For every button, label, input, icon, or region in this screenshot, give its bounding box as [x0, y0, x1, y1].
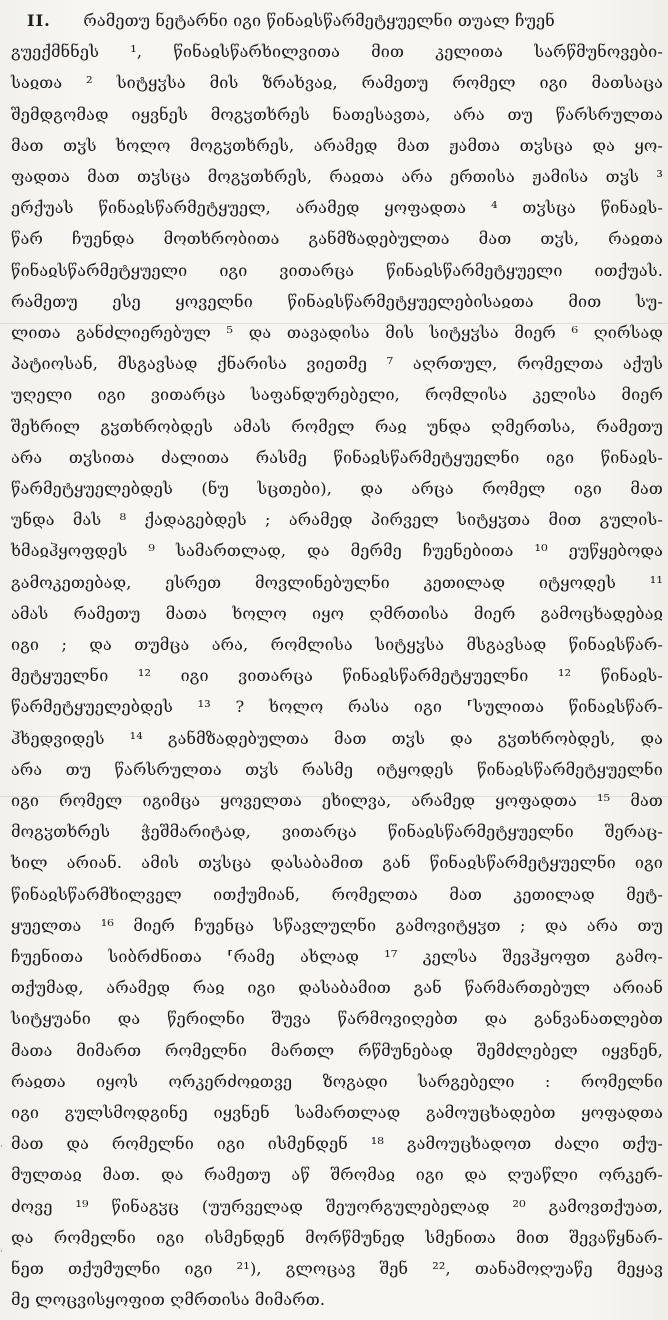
text-line: მულთაჲ მათ. და რამეთუ აწ შრომაჲ იგი და ღუაწლი ორკერ- — [11, 1165, 663, 1185]
section-number: II. — [27, 11, 51, 30]
text-line: წარმეტყუელებდეს (ნუ სცთები), და არცა რომელ იგი მათ — [11, 479, 663, 498]
text-line: წარ ჩუენდა მოთხრობითა განმზადებულთა მათ თჳს, რაჲთა — [11, 229, 663, 249]
text-line: იგი რომელ იგიმცა ყოველთა ეხილვა, არამედ ყოფადთა ¹⁵ მათ — [11, 791, 663, 810]
text-line: მეტყუელნი ¹² იგი ვითარცა წინაჲსწარმეტყუელნი ¹² წინაჲს- — [11, 666, 663, 686]
text-line: ერქუას წინაჲსწარმეტყუელ, არამედ ყოფადთა ⁴ თჳსცა წინაჲს- — [11, 198, 663, 218]
text-line: და რომელნი იგი ისმენდენ მორწმუნედ სმენითა მით შევაწყნარ- — [11, 1227, 663, 1247]
text-line: ამას რამეთუ მათა ხოლო იყო ღმრთისა მიერ გამოცხადებაჲ — [11, 603, 663, 623]
margin-mark: · — [0, 1247, 3, 1257]
text-line: მოგჳთხრეს ჭეშმარიტად, ვითარცა წინაჲსწარმეტყუელნი შერაც- — [11, 822, 663, 842]
text-line: მათა მიმართ რომელნი მართლ რწმუნებად შემძლებელ იყვნენ, — [11, 1040, 663, 1060]
text-line: ნეთ თქუმულნი იგი ²¹), გლოცავ შენ ²², თანამოღუაწე მეყავ — [11, 1259, 663, 1278]
text-line: თქუმად, არამედ რაჲ იგი დასაბამით გან წარმართებულ არიან — [11, 978, 663, 998]
text-line: საჲთა ² სიტყჳსა მის ზრახვაჲ, რამეთუ რომელ იგი მათსაცა — [11, 73, 663, 93]
text-line: გუექმნნეს ¹, წინაჲსწარხილვითა მით კელითა სარწმუნოვები- — [11, 42, 663, 62]
text-line: არა თჳსითა ძალითა რასმე წინაჲსწარმეტყუელნი იგი წინაჲს- — [11, 447, 663, 467]
text-line: ფადთა მათ თჳსცა მოგჳთხრეს, რაჲთა არა ერთისა ჟამისა თჳს ³ — [11, 167, 663, 186]
text-line: გამოკეთებად, ესრეთ მოვლინებულნი კეთილად იტყოდეს ¹¹ — [11, 572, 663, 592]
text-line: ლითა განძლიერებულ ⁵ და თავადისა მის სიტყჳსა მიერ ⁶ ღირსად — [11, 323, 663, 342]
text-line: ყუელთა ¹⁶ მიერ ჩუენცა სწავლულნი გამოვიტყჳთ ; და არა თუ — [11, 915, 663, 935]
text-line: უნდა მას ⁸ ქადაგებდეს ; არამედ პირველ სიტყჳთა მით გულის- — [11, 510, 663, 530]
text-line: რაჲთა იყოს ორკერძოჲთვე ზოგადი სარგებელი : რომელნი — [11, 1071, 663, 1091]
text-line: წარმეტყუელებდეს ¹³ ? ხოლო რასა იგი ⸢სულითა წინაჲსწარ- — [11, 697, 663, 717]
text-line: წინაჲსწარმეტყუელი იგი ვითარცა წინაჲსწარმეტყუელი ითქუას. — [11, 260, 663, 280]
text-line: მათ და რომელნი იგი ისმენდენ ¹⁸ გამოუცხადოთ ძალი თქუ- — [11, 1134, 663, 1154]
margin-mark: · — [0, 1142, 3, 1152]
text-line: მათ თჳს ხოლო მოგჳთხრეს, არამედ მათ ჟამთა თჳსცა და ყო- — [11, 135, 663, 155]
text-line: რამეთუ ნეტარნი იგი წინაჲსწარმეტყუელნი თუალ ჩუენ — [83, 11, 555, 30]
text-line: არა თუ წარსრულთა თჳს რასმე იტყოდეს წინაჲსწარმეტყუელნი — [11, 759, 663, 779]
text-line: შეხრილ გჳთხრობდეს ამას რომელ რაჲ უნდა ღმერთსა, რამეთუ — [11, 416, 663, 436]
text-line: შემდგომად იყვნეს მოგჳთხრეს ნათესავთა, არა თუ წარსრულთა — [11, 104, 663, 124]
text-line: ძოვე ¹⁹ წინაგჳც (უურველად შეუორგულებელად ²⁰ გამოვთქუათ, — [11, 1196, 663, 1216]
text-line: წინაჲსწარმხილველ ითქუმიან, რომელთა მათ კეთილად მეტ- — [11, 884, 663, 904]
text-line: პატიოსან, მსგავსად ქნარისა ვიეთმე ⁷ აღრთულ, რომელთა აქუს — [11, 354, 663, 374]
text-line: ჰხედვიდეს ¹⁴ განმზადებულთა მათ თჳს და გჳთხრობდეს, და — [11, 728, 663, 748]
text-line: იგი გულსმოდგინე იყვნენ სამართლად გამოუცხადებთ ყოფადთა — [11, 1103, 663, 1122]
text-line: იგი ; და თუმცა არა, რომლისა სიტყჳსა მსგავსად წინაჲსწარ- — [11, 635, 663, 654]
text-line: სიტყუანი და წერილნი შუვა წარმოვიღებთ და განვანათლებთ — [11, 1009, 663, 1029]
text-line: რამეთუ ესე ყოველნი წინაჲსწარმეტყუელებისაჲთა მით სუ- — [11, 291, 663, 311]
text-line: ხილ არიან. ამის თჳსცა დასაბამით გან წინაჲსწარმეტყუელნი იგი — [11, 853, 663, 873]
text-line: მე ლოცვისყოფით ღმრთისა მიმართ. — [11, 1290, 326, 1310]
text-line: ხმაჲჰყოფდეს ⁹ სამართლად, და მერმე ჩუენებითა ¹⁰ ეუწყებოდა — [11, 541, 663, 561]
text-line: ჩუენითა სიბრძნითა ⸢რამე ახლად ¹⁷ კელსა შევჰყოფთ გამო- — [11, 947, 663, 966]
text-line: უღელი იგი ვითარცა საფანდურებელი, რომლისა კელისა მიერ — [11, 385, 663, 405]
